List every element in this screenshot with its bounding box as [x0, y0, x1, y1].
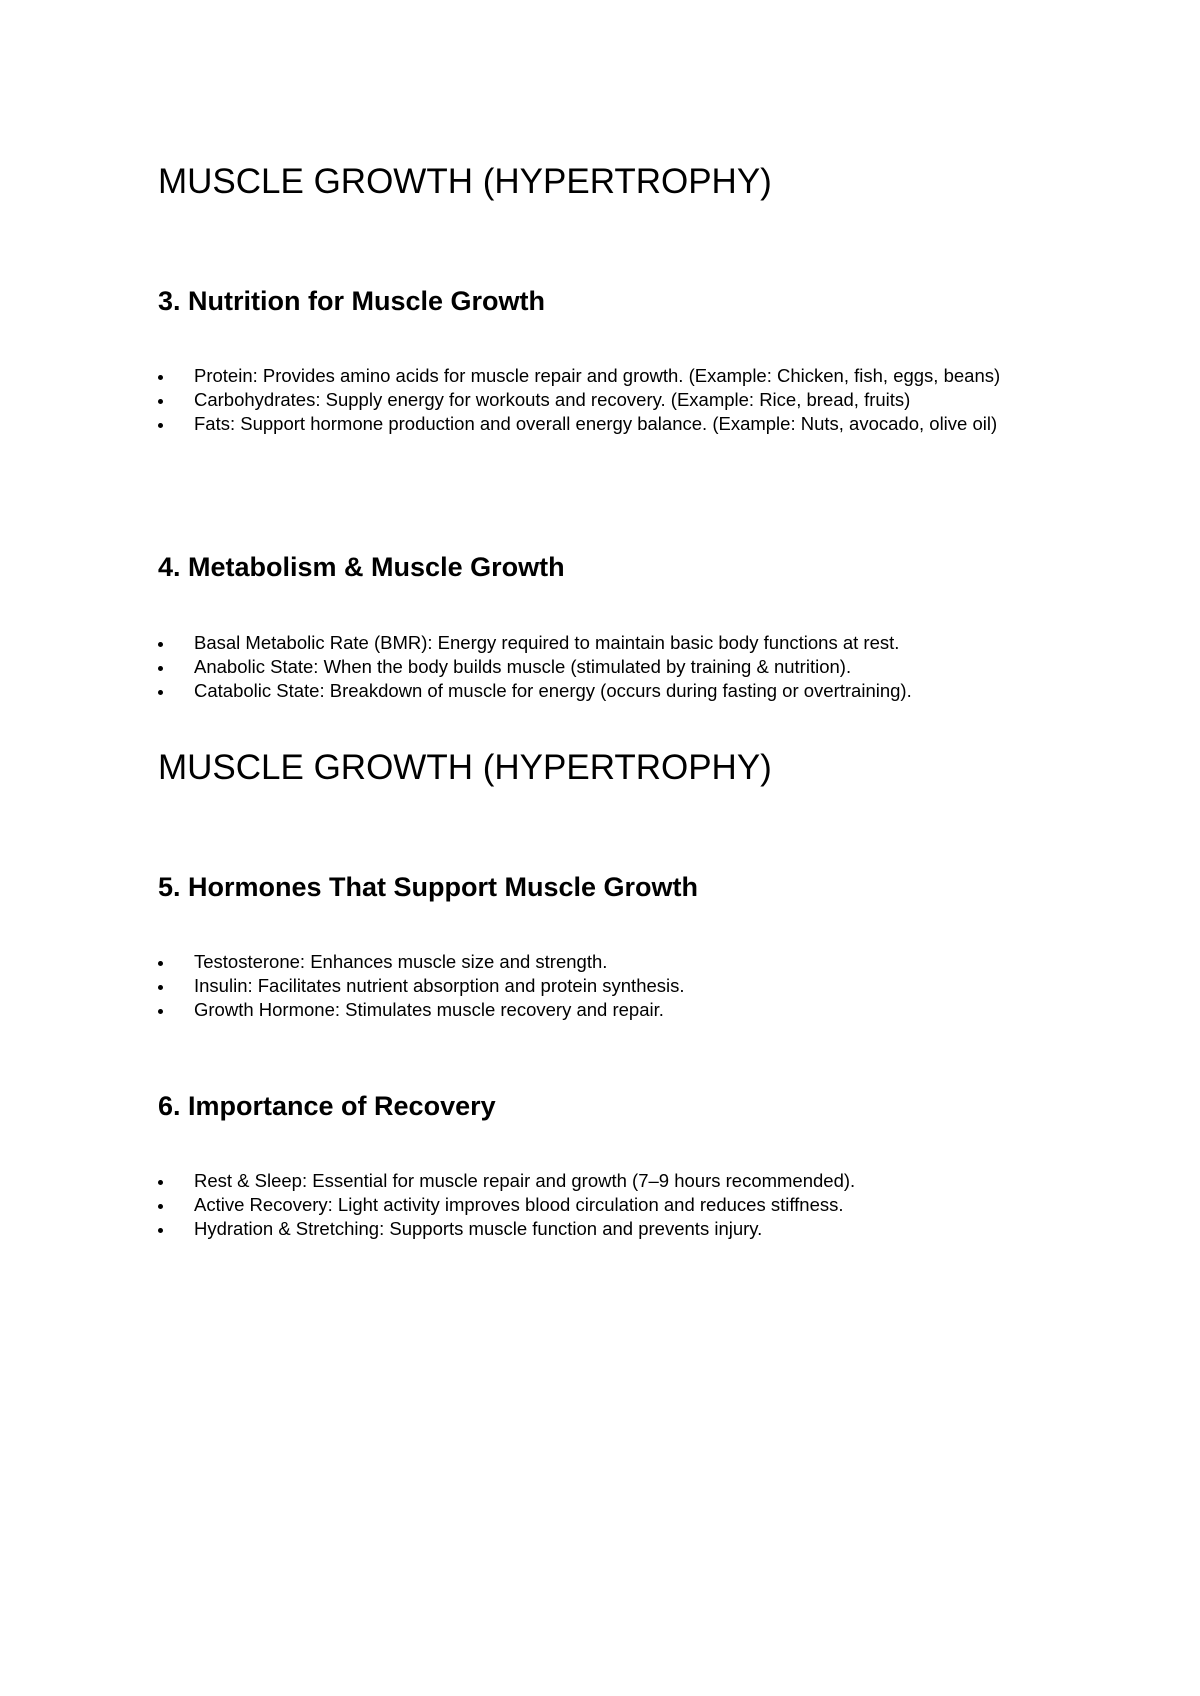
metabolism-list	[158, 631, 1058, 703]
hormones-list	[158, 950, 1058, 1022]
bullet-icon	[158, 1228, 163, 1233]
bullet-icon	[158, 1204, 163, 1209]
page-title-repeat: MUSCLE GROWTH (HYPERTROPHY)	[158, 748, 772, 787]
list-item-text: Rest & Sleep: Essential for muscle repair and growth (7–9 hours recommended).	[194, 1170, 856, 1191]
list-item	[158, 950, 1058, 974]
bullet-icon	[158, 1009, 163, 1014]
list-item	[158, 998, 1058, 1022]
list-item	[158, 412, 1058, 436]
list-item-text: Basal Metabolic Rate (BMR): Energy required to maintain basic body functions at rest.	[194, 632, 900, 653]
list-item-text: Anabolic State: When the body builds muscle (stimulated by training & nutrition).	[194, 656, 852, 677]
list-item-text: Hydration & Stretching: Supports muscle function and prevents injury.	[194, 1218, 763, 1239]
list-item	[158, 364, 1058, 388]
list-item	[158, 1193, 1058, 1217]
list-item	[158, 388, 1058, 412]
list-item-text: Insulin: Facilitates nutrient absorption and protein synthesis.	[194, 975, 685, 996]
list-item	[158, 1217, 1058, 1241]
list-item	[158, 679, 1058, 703]
section-heading-metabolism: 4. Metabolism & Muscle Growth	[158, 552, 565, 582]
bullet-icon	[158, 399, 163, 404]
bullet-icon	[158, 961, 163, 966]
bullet-icon	[158, 642, 163, 647]
list-item	[158, 655, 1058, 679]
recovery-list	[158, 1169, 1058, 1241]
list-item-text: Carbohydrates: Supply energy for workouts and recovery. (Example: Rice, bread, fruits)	[194, 389, 911, 410]
bullet-icon	[158, 375, 163, 380]
section-heading-recovery: 6. Importance of Recovery	[158, 1091, 496, 1121]
list-item	[158, 974, 1058, 998]
section-heading-hormones: 5. Hormones That Support Muscle Growth	[158, 872, 699, 902]
list-item-text: Catabolic State: Breakdown of muscle for energy (occurs during fasting or overtraining).	[194, 680, 912, 701]
list-item-text: Active Recovery: Light activity improves blood circulation and reduces stiffness.	[194, 1194, 844, 1215]
nutrition-list	[158, 364, 1058, 436]
list-item-text: Growth Hormone: Stimulates muscle recovery and repair.	[194, 999, 664, 1020]
bullet-icon	[158, 985, 163, 990]
list-item	[158, 631, 1058, 655]
page-title: MUSCLE GROWTH (HYPERTROPHY)	[158, 162, 772, 201]
list-item-text: Testosterone: Enhances muscle size and strength.	[194, 951, 608, 972]
list-item	[158, 1169, 1058, 1193]
bullet-icon	[158, 690, 163, 695]
bullet-icon	[158, 666, 163, 671]
section-heading-nutrition: 3. Nutrition for Muscle Growth	[158, 286, 546, 316]
list-item-text: Protein: Provides amino acids for muscle repair and growth. (Example: Chicken, fish, eggs, beans)	[194, 365, 1001, 386]
list-item-text: Fats: Support hormone production and overall energy balance. (Example: Nuts, avocado, olive oil)	[194, 413, 998, 434]
bullet-icon	[158, 423, 163, 428]
bullet-icon	[158, 1180, 163, 1185]
